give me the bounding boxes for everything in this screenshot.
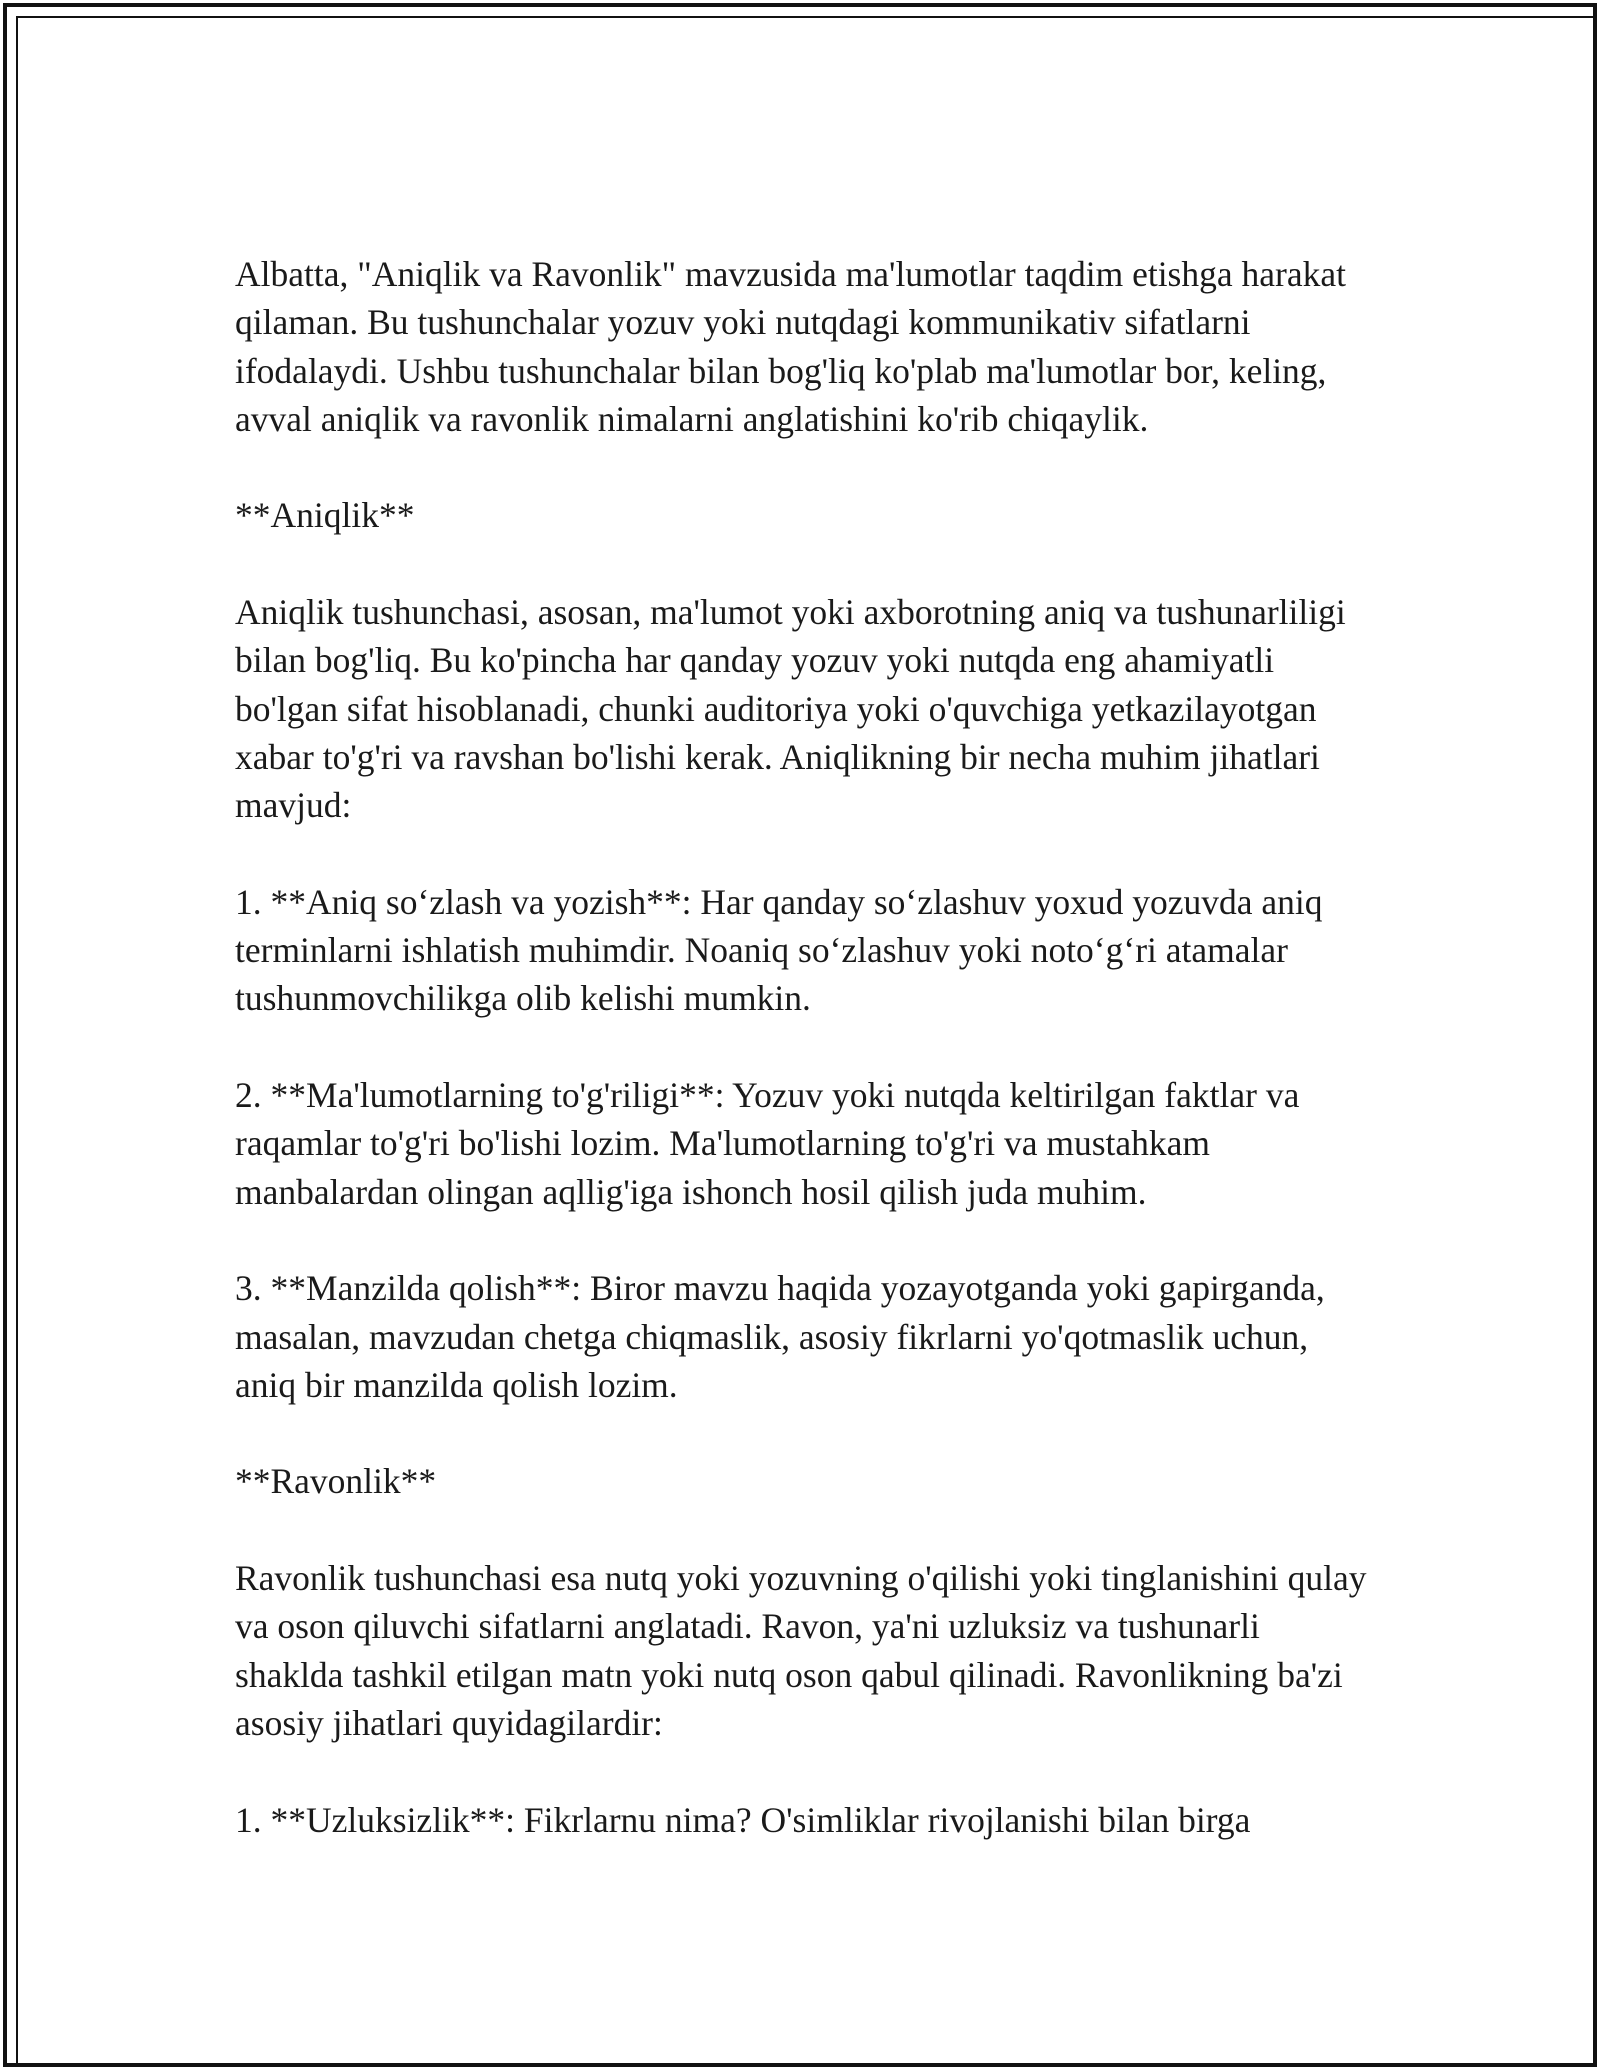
ravonlik-point-1: 1. **Uzluksizlik**: Fikrlarnu nima? O'simliklar rivojlanishi bilan birga — [235, 1799, 1251, 1840]
ravonlik-paragraph: Ravonlik tushunchasi esa nutq yoki yozuvning o'qilishi yoki tinglanishini qulay va oson qiluvchi sifatlarni anglatadi. Ravon, ya'ni uzluksiz va tushunarli shaklda tashkil etilgan matn yoki nutq oson qabul qilinadi. Ravonlikning ba'zi asosiy jihatlari quyidagilardir: — [235, 1558, 1367, 1743]
intro-paragraph: Albatta, "Aniqlik va Ravonlik" mavzusida ma'lumotlar taqdim etishga harakat qilaman. Bu tushunchalar yozuv yoki nutqdagi kommunikativ sifatlarni ifodalaydi. Ushbu tushunchalar bilan bog'liq ko'plab ma'lumotlar bor, keling, avval aniqlik va ravonlik nimalarni anglatishini ko'rib chiqaylik. — [235, 254, 1346, 439]
heading-ravonlik: **Ravonlik** — [235, 1461, 437, 1502]
heading-aniqlik: **Aniqlik** — [235, 495, 415, 536]
aniqlik-point-3: 3. **Manzilda qolish**: Biror mavzu haqida yozayotganda yoki gapirganda, masalan, mavzudan chetga chiqmaslik, asosiy fikrlarni yo'qotmaslik uchun, aniq bir manzilda qolish lozim. — [235, 1268, 1325, 1405]
aniqlik-paragraph: Aniqlik tushunchasi, asosan, ma'lumot yoki axborotning aniq va tushunarliligi bilan bog'liq. Bu ko'pincha har qanday yozuv yoki nutqda eng ahamiyatli bo'lgan sifat hisoblanadi, chunki auditoriya yoki o'quvchiga yetkazilayotgan xabar to'g'ri va ravshan bo'lishi kerak. Aniqlikning bir necha muhim jihatlari mavjud: — [235, 592, 1346, 826]
aniqlik-point-2: 2. **Ma'lumotlarning to'g'riligi**: Yozuv yoki nutqda keltirilgan faktlar va raqamlar to'g'ri bo'lishi lozim. Ma'lumotlarning to'g'ri va mustahkam manbalardan olingan aqllig'iga ishonch hosil qilish juda muhim. — [235, 1075, 1300, 1212]
document-body — [235, 250, 1375, 1844]
aniqlik-point-1: 1. **Aniq so‘zlash va yozish**: Har qanday so‘zlashuv yoxud yozuvda aniq terminlarni ishlatish muhimdir. Noaniq so‘zlashuv yoki noto‘g‘ri atamalar tushunmovchilikga olib kelishi mumkin. — [235, 881, 1323, 1019]
